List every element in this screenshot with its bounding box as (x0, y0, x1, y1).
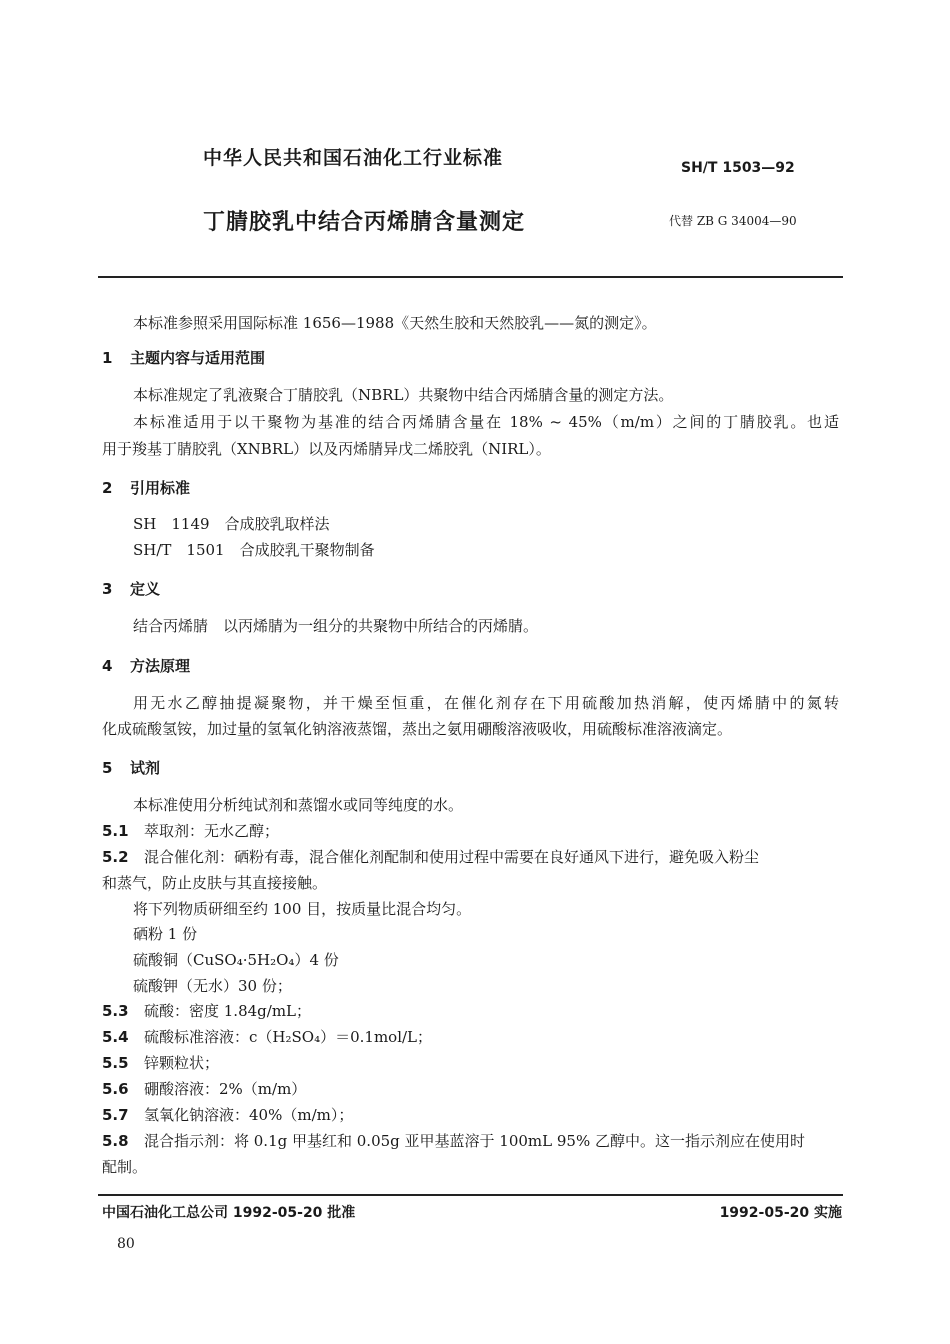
header-divider (98, 276, 843, 278)
section-number: 4 (102, 657, 113, 675)
section-number: 1 (102, 349, 113, 367)
reference-item: SH/T 1501 合成胶乳干聚物制备 (133, 541, 375, 559)
standard-code: SH/T 1503—92 (681, 160, 795, 176)
standard-org-title: 中华人民共和国石油化工行业标准 (203, 147, 504, 169)
reagent-intro: 本标准使用分析纯试剂和蒸馏水或同等纯度的水。 (133, 796, 464, 814)
principle-paragraph-cont: 化成硫酸氢铵，加过量的氢氧化钠溶液蒸馏，蒸出之氨用硼酸溶液吸收，用硫酸标准溶液滴定。 (102, 720, 733, 738)
reagent-5-2-grind: 将下列物质研细至约 100 目，按质量比混合均匀。 (133, 900, 472, 918)
section-title: 定义 (130, 580, 161, 598)
section-1-heading (102, 347, 265, 368)
section-2-heading (102, 477, 190, 498)
reagent-item-5-5: 5.5 锌颗粒状； (102, 1054, 220, 1072)
definition-paragraph: 结合丙烯腈 以丙烯腈为一组分的共聚物中所结合的丙烯腈。 (133, 617, 539, 635)
reagent-item-5-2: 5.2 混合催化剂：硒粉有毒，混合催化剂配制和使用过程中需要在良好通风下进行，避免吸入粉尘 (102, 848, 760, 866)
section-number: 5 (102, 759, 113, 777)
section-1-paragraph-2: 本标准适用于以干聚物为基准的结合丙烯腈含量在 18% ~ 45%（m/m）之间的丁腈胶乳。也适 (133, 413, 839, 431)
effective-date: 1992-05-20 实施 (719, 1205, 842, 1221)
section-5-heading (102, 757, 160, 778)
approval-line: 中国石油化工总公司 1992-05-20 批准 (102, 1205, 356, 1221)
reagent-item-5-3: 5.3 硫酸：密度 1.84g/mL； (102, 1002, 312, 1020)
section-1-paragraph-1: 本标准规定了乳液聚合丁腈胶乳（NBRL）共聚物中结合丙烯腈含量的测定方法。 (133, 386, 674, 404)
section-4-heading (102, 655, 190, 676)
page-number: 80 (117, 1236, 135, 1252)
reagent-5-2-component: 硫酸铜（CuSO₄·5H₂O₄）4 份 (133, 951, 339, 969)
reagent-5-2-component: 硫酸钾（无水）30 份； (133, 977, 292, 995)
replaces-note: 代替 ZB G 34004—90 (669, 214, 797, 228)
section-3-heading (102, 578, 160, 599)
reagent-5-2-component: 硒粉 1 份 (133, 925, 198, 943)
reagent-item-5-8: 5.8 混合指示剂：将 0.1g 甲基红和 0.05g 亚甲基蓝溶于 100mL 95% 乙醇中。这一指示剂应在使用时 (102, 1132, 805, 1150)
footer-divider (98, 1194, 843, 1196)
reagent-item-5-2-cont: 和蒸气，防止皮肤与其直接接触。 (102, 874, 328, 892)
section-title: 试剂 (130, 759, 161, 777)
principle-paragraph: 用无水乙醇抽提凝聚物，并干燥至恒重，在催化剂存在下用硫酸加热消解，使丙烯腈中的氮转 (133, 694, 839, 712)
intro-paragraph: 本标准参照采用国际标准 1656—1988《天然生胶和天然胶乳——氮的测定》。 (133, 314, 657, 332)
section-title: 主题内容与适用范围 (130, 349, 266, 367)
reagent-item-5-6: 5.6 硼酸溶液：2%（m/m） (102, 1080, 307, 1098)
section-title: 方法原理 (130, 657, 191, 675)
reagent-item-5-8-cont: 配制。 (102, 1158, 148, 1176)
section-1-paragraph-2-cont: 用于羧基丁腈胶乳（XNBRL）以及丙烯腈异戊二烯胶乳（NIRL）。 (102, 440, 551, 458)
section-title: 引用标准 (130, 479, 191, 497)
reagent-item-5-1: 5.1 萃取剂：无水乙醇； (102, 822, 280, 840)
reference-item: SH 1149 合成胶乳取样法 (133, 515, 330, 533)
document-title: 丁腈胶乳中结合丙烯腈含量测定 (203, 210, 526, 235)
section-number: 3 (102, 580, 113, 598)
section-number: 2 (102, 479, 113, 497)
reagent-item-5-7: 5.7 氢氧化钠溶液：40%（m/m）； (102, 1106, 354, 1124)
reagent-item-5-4: 5.4 硫酸标准溶液：c（H₂SO₄）＝0.1mol/L； (102, 1028, 433, 1046)
